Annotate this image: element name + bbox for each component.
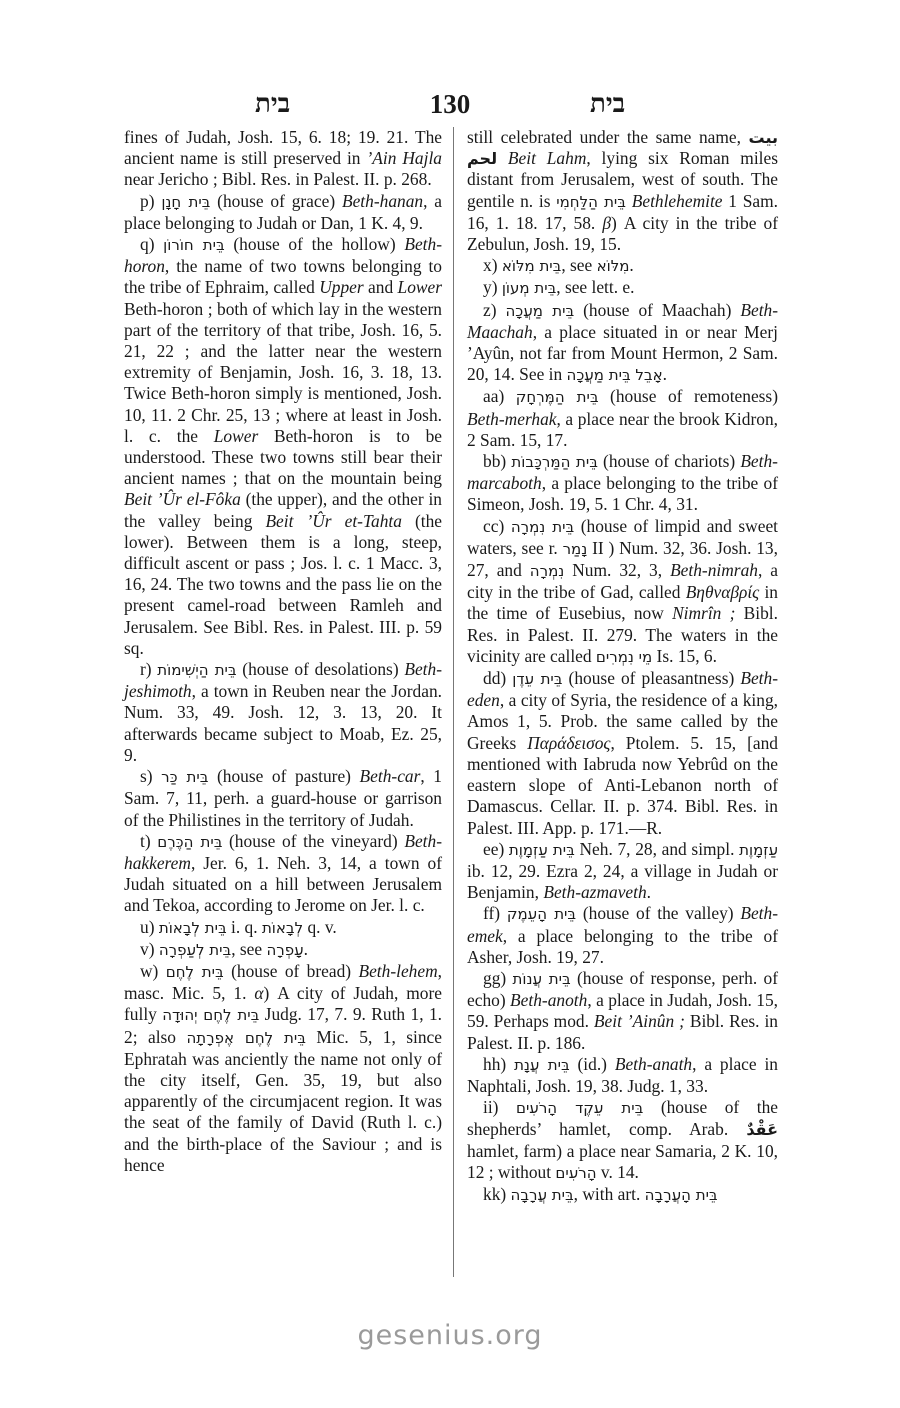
entry-text: y): [483, 277, 502, 298]
italic-term: β: [602, 212, 611, 233]
hebrew-text: בֵּית מַעֲכָה: [505, 301, 575, 320]
entry-text: Beth-horon ; both of which lay in the western part of the territory of that tribe, Josh. 16, 5. 21, 22 ; and the latter near the western extremity of Benjamin, Josh. 16, 3. 18, 13. Twice Beth-horon simply is mentioned, Josh. 10, 11. 2 Chr. 25, 13 ; where at least in Josh. l. c. the: [124, 298, 442, 446]
entry-text: .: [303, 938, 308, 959]
hebrew-text: בֵּית הַלַּחְמִי: [556, 192, 626, 211]
hebrew-text: נָמַר: [562, 539, 588, 558]
dictionary-entry: [124, 831, 442, 917]
entry-text: (house of the shepherds’ hamlet, comp. Arab.: [467, 1097, 778, 1140]
running-head-right: בית: [590, 89, 626, 118]
italic-term: Beth-Maachah: [467, 299, 779, 342]
entry-text: Num. 32, 3,: [564, 560, 671, 581]
entry-text: aa): [483, 386, 516, 407]
entry-text: , see lett. e.: [556, 277, 635, 298]
hebrew-text: בֵּית עֲנָת: [514, 1055, 570, 1074]
italic-term: Beth-emek: [467, 903, 778, 946]
italic-term: Nimrîn ;: [672, 603, 736, 624]
entry-text: Judg. 17, 7. 9. Ruth 1, 1. 2; also: [124, 1004, 442, 1047]
entry-text: ) A city in the tribe of Zebulun, Josh. 19, 15.: [467, 212, 778, 255]
italic-term: Beth-horon: [124, 234, 442, 277]
entry-text: i. q.: [226, 916, 262, 937]
entry-text: (house of chariots): [597, 451, 741, 472]
italic-term: Beth-azmaveth: [543, 882, 647, 903]
dictionary-entry: [467, 1097, 778, 1184]
hebrew-text: בֵּית חוֹרוֹן: [163, 236, 225, 255]
italic-term: Beit ’Ainûn ;: [593, 1011, 685, 1032]
hebrew-text: עָפְרָה: [266, 940, 304, 959]
entry-text: bb): [483, 451, 512, 472]
dictionary-entry: [467, 968, 778, 1054]
italic-term: Beth-anoth: [510, 990, 588, 1011]
entry-text: (house of grace): [210, 190, 342, 211]
dictionary-entry: [467, 451, 778, 516]
entry-text: (the upper), and the other in the valley being: [124, 489, 442, 531]
dictionary-entry: [467, 255, 778, 277]
entry-text: (house of response, perh. of echo): [467, 967, 779, 1011]
entry-text: (house of pleasantness): [562, 668, 741, 689]
running-head-left: בית: [255, 89, 291, 118]
entry-text: w): [140, 960, 166, 981]
hebrew-text: בֵּית לְבָאוֹת: [158, 918, 227, 937]
italic-term: Beit Lahm: [507, 148, 587, 169]
dictionary-entry: [467, 903, 778, 968]
dictionary-entry: [467, 300, 778, 387]
dictionary-entry: [467, 386, 778, 451]
italic-term: α: [254, 983, 264, 1004]
entry-text: .: [629, 255, 634, 276]
entry-text: hamlet, farm) a place near Samaria, 2 K. 10, 12 ; without: [467, 1140, 778, 1182]
hebrew-text: הָרֹעִים: [555, 1163, 597, 1182]
entry-text: fines of Judah, Josh. 15, 6. 18; 19. 21. The ancient name is still preserved in: [124, 127, 442, 169]
entry-text: q): [140, 234, 164, 255]
entry-text: cc): [483, 515, 511, 536]
entry-text: , a place situated in or near Merj ’Ayûn, not far from Mount Hermon, 2 Sam. 20, 14. See in: [467, 321, 778, 385]
entry-text: , with art.: [573, 1183, 645, 1204]
hebrew-text: נִמְרָה: [529, 562, 565, 581]
entry-text: , a place belonging to the tribe of Asher, Josh. 19, 27.: [467, 925, 778, 967]
entry-text: , a city in the tribe of Gad, called: [467, 560, 779, 603]
dictionary-entry: [124, 766, 442, 831]
hebrew-text: בֵּית הַמַּרְכָּבוֹת: [511, 453, 598, 472]
entry-text: , a place in Judah, Josh. 15, 59. Perhaps mod.: [467, 990, 779, 1032]
hebrew-text: מֵי נִמְרִים: [595, 647, 653, 666]
entry-text: , a town in Reuben near the Jordan. Num. 33, 49. Josh. 12, 3. 13, 20. It afterwards became subject to Moab, Ez. 25, 9.: [124, 681, 442, 765]
arabic-text: بيت لحم: [467, 128, 778, 169]
watermark: gesenius.org: [357, 1320, 543, 1351]
italic-term: Παράδεισος: [527, 732, 611, 753]
entry-text: Beth-horon is to be understood. These two towns still bear their ancient names ; that on the mountain being: [124, 425, 442, 489]
entry-text: v): [140, 938, 159, 959]
entry-text: q. v.: [303, 916, 337, 937]
dictionary-entry: [124, 659, 442, 766]
entry-text: ii): [483, 1097, 516, 1118]
hebrew-text: בֵּית מְעוֹן: [501, 279, 557, 298]
hebrew-text: בֵּית לֶחֶם אֶפְרָתָה: [186, 1028, 306, 1047]
entry-text: (house of pasture): [208, 766, 360, 787]
hebrew-text: לְבָאוֹת: [261, 918, 304, 937]
hebrew-text: אָבֵל בֵּית מַעֲכָה: [566, 366, 663, 385]
entry-text: r): [140, 659, 158, 680]
entry-text: , masc. Mic. 5, 1.: [124, 960, 443, 1004]
entry-text: .: [646, 882, 652, 903]
dictionary-entry: [467, 277, 778, 299]
dictionary-entry: [467, 127, 778, 255]
entry-text: 1 Sam. 16, 1. 18. 17, 58.: [467, 190, 778, 233]
hebrew-text: בֵּית הָעֵמֶק: [506, 905, 577, 924]
entry-text: (house of the hollow): [224, 234, 405, 255]
hebrew-text: בֵּית חָנָן: [161, 192, 211, 211]
arabic-text: عَقْدٌ: [746, 1120, 778, 1140]
dictionary-entry: [467, 1184, 778, 1206]
entry-text: Bibl. Res. in Palest. II. 279. The waters in the vicinity are called: [467, 603, 778, 666]
italic-term: Beth-hanan: [341, 190, 424, 211]
hebrew-text: בֵּית מִלּוֹא: [501, 257, 562, 276]
italic-term: Beth-hakkerem: [124, 830, 442, 873]
entry-text: , 1 Sam. 7, 11, perh. a guard-house or garrison of the Philistines in the territory of Judah.: [124, 766, 442, 830]
entry-text: kk): [483, 1183, 511, 1204]
hebrew-text: עַזְמָוֶת: [739, 840, 778, 859]
entry-text: , a place in Naphtali, Josh. 19, 38. Judg. 1, 33.: [467, 1053, 779, 1096]
dictionary-entry: [467, 516, 778, 668]
entry-text: .: [662, 364, 667, 385]
dictionary-entry: [124, 961, 442, 1176]
left-column: [124, 127, 442, 1176]
dictionary-entry: [124, 191, 442, 234]
entry-text: (house of bread): [223, 960, 359, 981]
entry-text: ib. 12, 29. Ezra 2, 24, a village in Judah or Benjamin,: [467, 860, 778, 903]
entry-text: , a place belonging to Judah or Dan, 1 K. 4, 9.: [124, 190, 443, 233]
entry-text: hh): [483, 1053, 515, 1074]
entry-text: (the lower). Between them is a long, steep, difficult ascent or pass ; Jos. l. c. 1 Macc. 3, 16, 24. The two towns and the pass lie on the present camel-road between Ramleh and Jerusalem. See Bibl. Res. in Palest. III. p. 59 sq.: [124, 510, 442, 658]
hebrew-text: בֵּית לְעַפְרָה: [158, 940, 232, 959]
entry-text: (house of limpid and sweet waters, see r.: [467, 515, 778, 558]
dictionary-entry: [467, 1054, 778, 1097]
entry-text: , Jer. 6, 1. Neh. 3, 14, a town of Judah situated on a hill between Jerusalem and Tekoa, according to Jerome on Jer. l. c.: [124, 852, 442, 916]
entry-text: (id.): [569, 1053, 615, 1074]
entry-text: ee): [483, 838, 509, 859]
entry-text: z): [483, 299, 506, 320]
italic-term: Beth-marcaboth: [467, 451, 778, 494]
entry-text: still celebrated under the same name,: [467, 127, 749, 147]
hebrew-text: בֵּית כַּר: [161, 768, 209, 787]
entry-text: II ) Num. 32, 36. Josh. 13, 27, and: [467, 537, 778, 581]
italic-term: Beit ’Ûr et-Tahta: [265, 510, 402, 531]
italic-term: Bethlehemite: [631, 190, 723, 211]
italic-term: Lower: [213, 425, 259, 446]
italic-term: Lower: [397, 277, 442, 298]
dictionary-entry: [124, 939, 442, 961]
entry-text: s): [140, 766, 162, 787]
entry-text: Mic. 5, 1, since Ephratah was anciently the name not only of the city itself, Gen. 35, 19, but also apparently of the circumjacent region. It was the seat of the family of David (Ruth l. c.) and the birth-place of the Saviour ; and is hence: [124, 1026, 442, 1175]
entry-text: Bibl. Res. in Palest. II. p. 186.: [467, 1011, 778, 1053]
entry-text: u): [140, 916, 159, 937]
entry-text: , a place belonging to the tribe of Simeon, Josh. 19, 5. 1 Chr. 4, 31.: [467, 473, 778, 515]
entry-text: in the time of Eusebius, now: [467, 582, 778, 624]
entry-text: t): [140, 830, 158, 851]
entry-text: ) A city of Judah, more fully: [124, 983, 442, 1025]
entry-text: Is. 15, 6.: [652, 645, 717, 666]
italic-term: Beth-nimrah: [670, 560, 758, 581]
italic-term: Upper: [319, 277, 364, 298]
dictionary-entry: [124, 917, 442, 939]
entry-text: dd): [483, 668, 513, 689]
entry-text: , a place near the brook Kidron, 2 Sam. 15, 17.: [467, 408, 778, 450]
entry-text: (house of desolations): [236, 659, 405, 680]
entry-text: Neh. 7, 28, and simpl.: [574, 838, 740, 859]
entry-text: and: [363, 277, 398, 298]
page-number: 130: [429, 89, 471, 119]
entry-text: v. 14.: [596, 1161, 639, 1182]
hebrew-text: בֵּית עֵדֶן: [512, 670, 563, 689]
dictionary-entry: [124, 127, 442, 191]
hebrew-text: בֵּית עֲרָבָה: [510, 1185, 574, 1204]
hebrew-text: בֵּית הַיְשִׁימוֹת: [157, 661, 237, 680]
right-column: [467, 127, 778, 1206]
hebrew-text: בֵּית הַמֶּרְחָק: [515, 388, 599, 407]
entry-text: [497, 148, 508, 168]
hebrew-text: מִלּוֹא: [596, 257, 630, 276]
hebrew-text: בֵּית עֵקֶד הָרֹעִים: [516, 1099, 644, 1118]
entry-text: near Jericho ; Bibl. Res. in Palest. II. p. 268.: [124, 169, 432, 190]
hebrew-text: בֵּית עַזְמָוֶת: [508, 840, 575, 859]
italic-term: Beth-anath: [614, 1053, 693, 1074]
italic-term: Beth-eden: [467, 668, 779, 711]
column-divider: [453, 127, 454, 1277]
italic-term: Beit ’Ûr el-Fôka: [124, 489, 241, 510]
dictionary-entry: [467, 839, 778, 904]
hebrew-text: בֵּית הָעֲרָבָה: [644, 1185, 718, 1204]
italic-term: Βηθναβρίς: [685, 582, 760, 603]
hebrew-text: בֵּית לֶחֶם יְהוּדָה: [162, 1006, 260, 1025]
dictionary-entry: [467, 668, 778, 839]
entry-text: , a city of Syria, the residence of a king, Amos 1, 5. Prob. the same called by the Greeks: [467, 690, 778, 753]
dictionary-entry: [124, 234, 442, 659]
italic-term: Beth-merhak: [467, 408, 557, 429]
entry-text: , Ptolem. 5. 15, [and mentioned with Iabruda now Yebrûd on the eastern slope of Anti-Lebanon north of Damascus. Cellar. II. p. 374. Bibl. Res. in Palest. III. App. p. 171.—R.: [467, 732, 778, 838]
entry-text: , see: [561, 255, 597, 276]
italic-term: ’Ain Hajla: [366, 148, 442, 169]
entry-text: ff): [483, 903, 507, 924]
hebrew-text: בֵּית הַכֶּרֶם: [157, 832, 223, 851]
entry-text: (house of the vineyard): [222, 830, 405, 851]
italic-term: Beth-car: [359, 766, 421, 787]
entry-text: (house of remoteness): [598, 386, 778, 407]
entry-text: , the name of two towns belonging to the tribe of Ephraim, called: [124, 256, 442, 298]
entry-text: p): [140, 190, 162, 211]
entry-text: gg): [483, 967, 513, 988]
entry-text: x): [483, 255, 502, 276]
entry-text: (house of the valley): [576, 903, 741, 924]
entry-text: , see: [231, 938, 267, 959]
hebrew-text: בֵּית לֶחֶם: [165, 962, 224, 981]
italic-term: Beth-lehem: [358, 960, 438, 981]
hebrew-text: בֵּית עֲנוֹת: [512, 969, 571, 988]
italic-term: Beth-jeshimoth: [124, 659, 442, 702]
entry-text: (house of Maachah): [574, 299, 741, 320]
hebrew-text: בֵּית נִמְרָה: [510, 517, 575, 536]
entry-text: , lying six Roman miles distant from Jerusalem, west of south. The gentile n. is: [467, 148, 778, 211]
